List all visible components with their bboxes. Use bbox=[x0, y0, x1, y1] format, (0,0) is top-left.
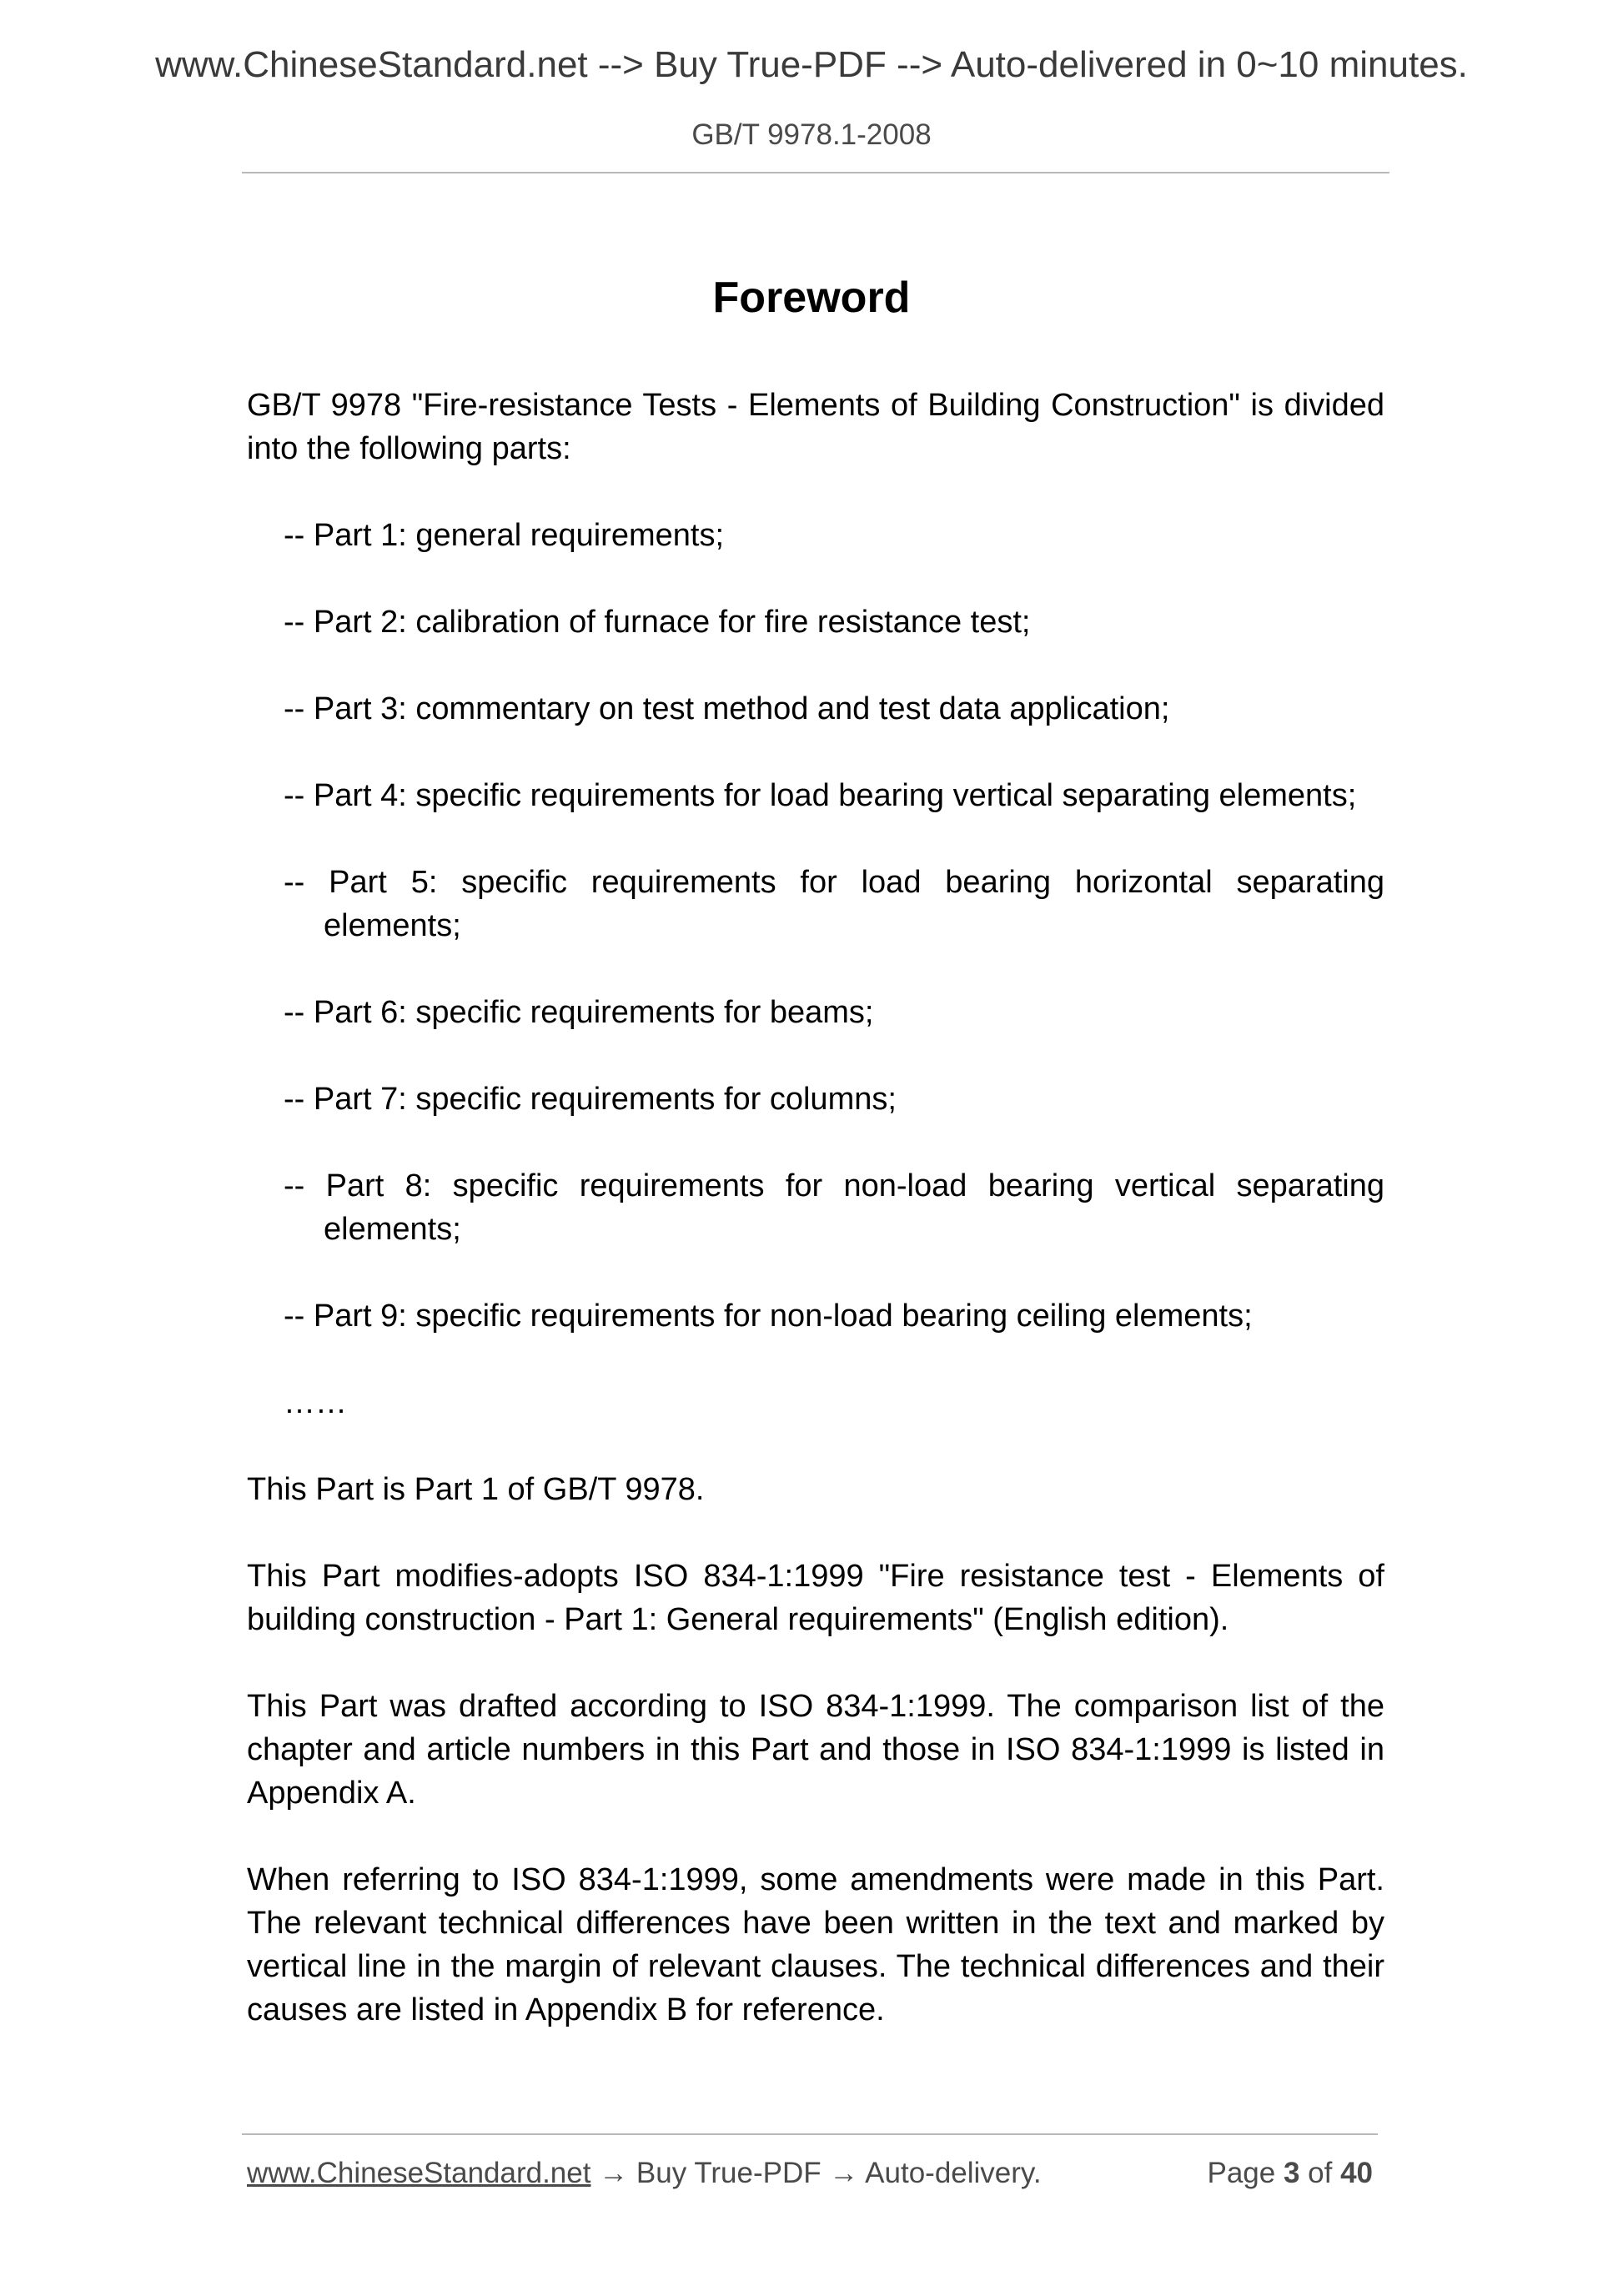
list-item-part-8: -- Part 8: specific requirements for non-load bearing vertical separating elements; bbox=[284, 1168, 1384, 1247]
intro-paragraph: GB/T 9978 "Fire-resistance Tests - Elements of Building Construction" is divided into the following parts: bbox=[247, 388, 1384, 466]
document-code: GB/T 9978.1-2008 bbox=[691, 118, 932, 151]
list-item-part-6: -- Part 6: specific requirements for beams; bbox=[284, 995, 874, 1030]
list-item-part-9: -- Part 9: specific requirements for non-load bearing ceiling elements; bbox=[284, 1299, 1253, 1334]
paragraph-amendments: When referring to ISO 834-1:1999, some amendments were made in this Part. The relevant technical differences have been written in the text and marked by vertical line in the margin of relevant clauses. The technical differences and their causes are listed in Appendix B for reference. bbox=[247, 1862, 1384, 2027]
paragraph-part-1: This Part is Part 1 of GB/T 9978. bbox=[247, 1472, 705, 1507]
list-ellipsis: …… bbox=[284, 1385, 347, 1420]
list-item-part-1: -- Part 1: general requirements; bbox=[284, 518, 725, 553]
top-banner: www.ChineseStandard.net --> Buy True-PDF --> Auto-delivered in 0~10 minutes. bbox=[155, 44, 1468, 85]
list-item-part-2: -- Part 2: calibration of furnace for fire resistance test; bbox=[284, 605, 1031, 640]
footer-divider bbox=[242, 2133, 1378, 2135]
page-title: Foreword bbox=[712, 274, 911, 322]
list-item-part-3: -- Part 3: commentary on test method and test data application; bbox=[284, 691, 1170, 726]
header-divider bbox=[242, 172, 1389, 173]
footer-tagline: → Buy True-PDF → Auto-delivery. bbox=[590, 2157, 1042, 2189]
page-footer bbox=[247, 2153, 1384, 2193]
list-item-part-4: -- Part 4: specific requirements for load bearing vertical separating elements; bbox=[284, 778, 1357, 813]
list-item-part-7: -- Part 7: specific requirements for columns; bbox=[284, 1082, 897, 1117]
page-number: 3 bbox=[1283, 2157, 1300, 2189]
page-total: 40 bbox=[1340, 2157, 1373, 2189]
list-item-part-5: -- Part 5: specific requirements for load bearing horizontal separating elements; bbox=[284, 865, 1384, 943]
foreword-body bbox=[247, 384, 1384, 2075]
paragraph-drafting: This Part was drafted according to ISO 834-1:1999. The comparison list of the chapter and article numbers in this Part and those in ISO 834-1:1999 is listed in Appendix A. bbox=[247, 1689, 1384, 1811]
paragraph-adoption: This Part modifies-adopts ISO 834-1:1999 "Fire resistance test - Elements of building construction - Part 1: General requirements" (English edition). bbox=[247, 1559, 1384, 1637]
of-label: of bbox=[1299, 2157, 1341, 2189]
page-indicator bbox=[1207, 2153, 1373, 2193]
page-label: Page bbox=[1207, 2157, 1284, 2189]
footer-site-link[interactable]: www.ChineseStandard.net bbox=[247, 2157, 591, 2189]
